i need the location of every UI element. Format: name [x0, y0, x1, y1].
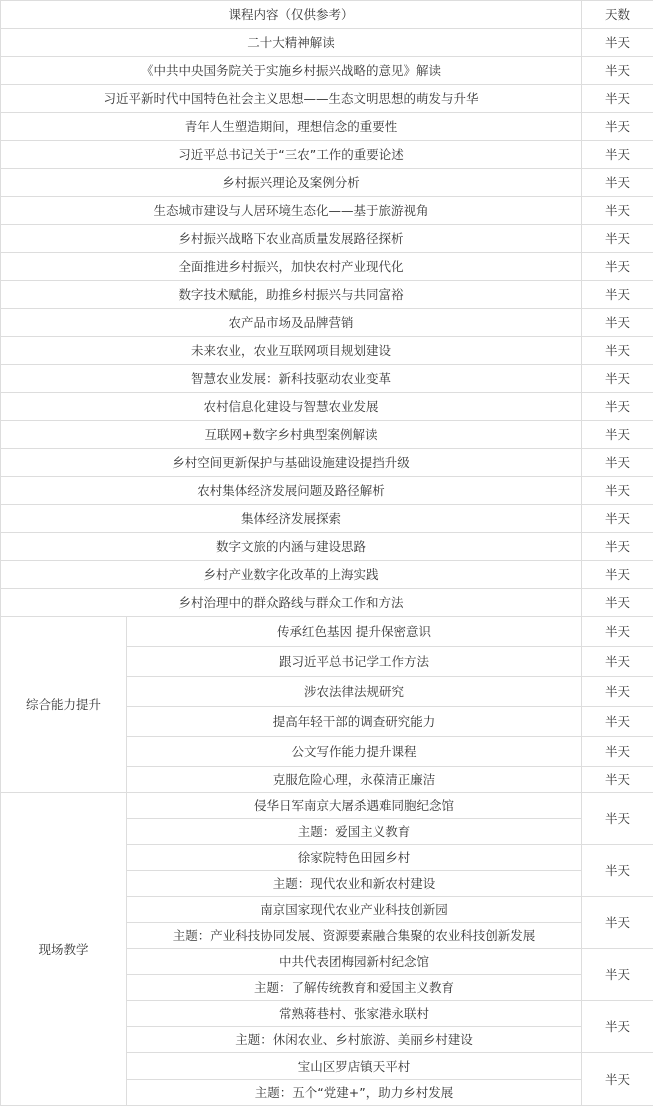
course-days: 半天 [582, 421, 653, 449]
course-title: 习近平总书记关于“三农”工作的重要论述 [1, 141, 582, 169]
course-days: 半天 [582, 707, 653, 737]
course-days: 半天 [582, 561, 653, 589]
site-name: 侵华日军南京大屠杀遇难同胞纪念馆 [127, 793, 582, 819]
table-row [1, 449, 653, 477]
course-days: 半天 [582, 647, 653, 677]
table-row [1, 617, 653, 647]
table-row [1, 309, 653, 337]
table-row [1, 337, 653, 365]
table-row [1, 421, 653, 449]
course-title: 农村集体经济发展问题及路径解析 [1, 477, 582, 505]
site-theme: 主题：爱国主义教育 [127, 819, 582, 845]
course-title: 二十大精神解读 [1, 29, 582, 57]
table-row [1, 57, 653, 85]
table-row [1, 113, 653, 141]
course-days: 半天 [582, 225, 653, 253]
course-days: 半天 [582, 533, 653, 561]
table-row [1, 793, 653, 819]
table-row [1, 29, 653, 57]
category-ability: 综合能力提升 [1, 617, 127, 793]
course-days: 半天 [582, 449, 653, 477]
course-days: 半天 [582, 505, 653, 533]
course-days: 半天 [582, 845, 653, 897]
site-theme: 主题：了解传统教育和爱国主义教育 [127, 975, 582, 1001]
course-days: 半天 [582, 253, 653, 281]
course-days: 半天 [582, 85, 653, 113]
table-row [1, 85, 653, 113]
course-title: 农产品市场及品牌营销 [1, 309, 582, 337]
course-days: 半天 [582, 29, 653, 57]
course-days: 半天 [582, 337, 653, 365]
table-row [1, 141, 653, 169]
course-days: 半天 [582, 365, 653, 393]
course-title: 传承红色基因 提升保密意识 [127, 617, 582, 647]
course-title: 乡村振兴理论及案例分析 [1, 169, 582, 197]
site-name: 南京国家现代农业产业科技创新园 [127, 897, 582, 923]
course-days: 半天 [582, 897, 653, 949]
site-theme: 主题：产业科技协同发展、资源要素融合集聚的农业科技创新发展 [127, 923, 582, 949]
course-title: 克服危险心理，永葆清正廉洁 [127, 767, 582, 793]
table-row [1, 197, 653, 225]
course-days: 半天 [582, 197, 653, 225]
header-row [1, 1, 653, 29]
course-title: 乡村空间更新保护与基础设施建设提挡升级 [1, 449, 582, 477]
course-days: 半天 [582, 281, 653, 309]
table-row [1, 169, 653, 197]
course-title: 未来农业，农业互联网项目规划建设 [1, 337, 582, 365]
table-row [1, 533, 653, 561]
site-name: 中共代表团梅园新村纪念馆 [127, 949, 582, 975]
site-name: 常熟蒋巷村、张家港永联村 [127, 1001, 582, 1027]
table-row [1, 393, 653, 421]
table-row [1, 561, 653, 589]
category-field: 现场教学 [1, 793, 127, 1106]
course-title: 乡村治理中的群众路线与群众工作和方法 [1, 589, 582, 617]
course-title: 提高年轻干部的调查研究能力 [127, 707, 582, 737]
course-title: 跟习近平总书记学工作方法 [127, 647, 582, 677]
course-title: 乡村产业数字化改革的上海实践 [1, 561, 582, 589]
course-title: 全面推进乡村振兴，加快农村产业现代化 [1, 253, 582, 281]
course-title: 智慧农业发展：新科技驱动农业变革 [1, 365, 582, 393]
course-days: 半天 [582, 737, 653, 767]
table-row [1, 589, 653, 617]
course-days: 半天 [582, 949, 653, 1001]
course-title: 乡村振兴战略下农业高质量发展路径探析 [1, 225, 582, 253]
table-row [1, 253, 653, 281]
site-name: 徐家院特色田园乡村 [127, 845, 582, 871]
table-row [1, 281, 653, 309]
course-title: 农村信息化建设与智慧农业发展 [1, 393, 582, 421]
course-days: 半天 [582, 1001, 653, 1053]
table-row [1, 365, 653, 393]
course-days: 半天 [582, 617, 653, 647]
table-row [1, 225, 653, 253]
course-days: 半天 [582, 309, 653, 337]
course-title: 习近平新时代中国特色社会主义思想——生态文明思想的萌发与升华 [1, 85, 582, 113]
course-title: 互联网+数字乡村典型案例解读 [1, 421, 582, 449]
site-theme: 主题：休闲农业、乡村旅游、美丽乡村建设 [127, 1027, 582, 1053]
course-title: 生态城市建设与人居环境生态化——基于旅游视角 [1, 197, 582, 225]
course-days: 半天 [582, 169, 653, 197]
course-days: 半天 [582, 113, 653, 141]
course-days: 半天 [582, 393, 653, 421]
course-title: 涉农法律法规研究 [127, 677, 582, 707]
site-theme: 主题：现代农业和新农村建设 [127, 871, 582, 897]
site-name: 宝山区罗店镇天平村 [127, 1053, 582, 1080]
course-days: 半天 [582, 589, 653, 617]
course-days: 半天 [582, 141, 653, 169]
table-row [1, 477, 653, 505]
course-days: 半天 [582, 477, 653, 505]
course-title: 数字技术赋能，助推乡村振兴与共同富裕 [1, 281, 582, 309]
course-days: 半天 [582, 767, 653, 793]
course-days: 半天 [582, 1053, 653, 1106]
course-title: 集体经济发展探索 [1, 505, 582, 533]
course-title: 数字文旅的内涵与建设思路 [1, 533, 582, 561]
course-days: 半天 [582, 57, 653, 85]
table-row [1, 505, 653, 533]
site-theme: 主题：五个“党建+”，助力乡村发展 [127, 1080, 582, 1106]
course-days: 半天 [582, 793, 653, 845]
course-title: 青年人生塑造期间，理想信念的重要性 [1, 113, 582, 141]
course-days: 半天 [582, 677, 653, 707]
course-title: 公文写作能力提升课程 [127, 737, 582, 767]
header-content: 课程内容（仅供参考） [1, 1, 582, 29]
course-title: 《中共中央国务院关于实施乡村振兴战略的意见》解读 [1, 57, 582, 85]
header-days: 天数 [582, 1, 653, 29]
